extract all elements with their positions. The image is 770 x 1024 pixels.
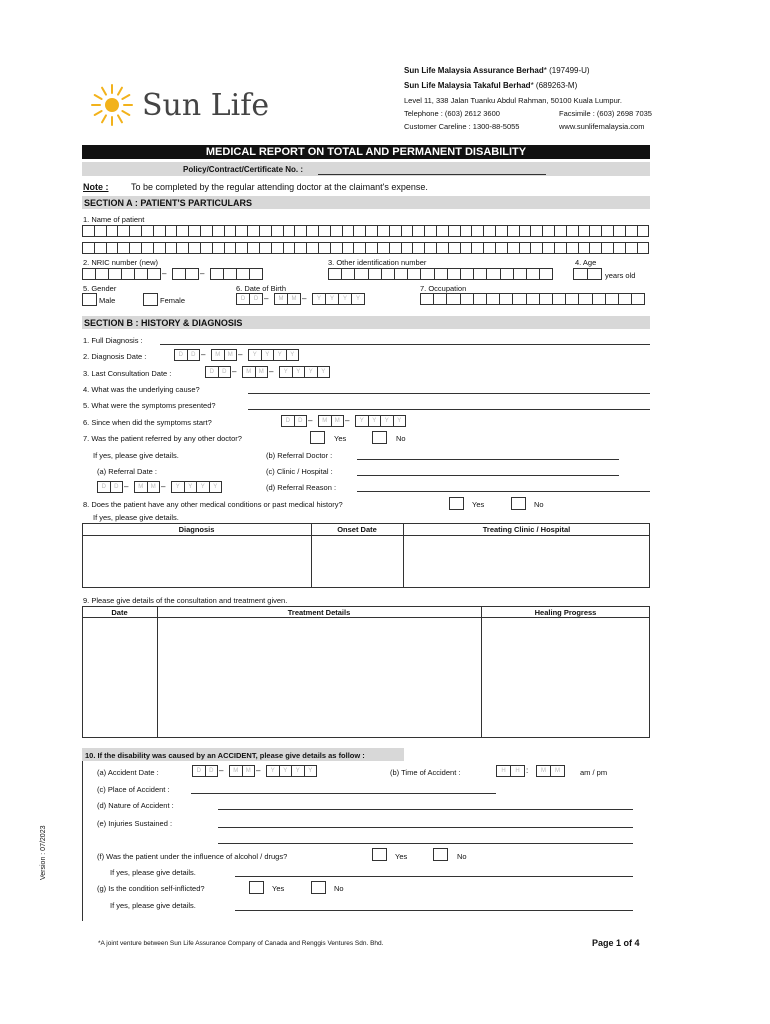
- underlying-cause-input[interactable]: [248, 393, 650, 394]
- input-cell[interactable]: Y: [248, 349, 262, 361]
- input-cell[interactable]: [223, 268, 237, 280]
- self-inflicted-no-label: No: [334, 884, 344, 893]
- input-cell[interactable]: M: [550, 765, 565, 777]
- input-cell[interactable]: M: [229, 765, 243, 777]
- self-inflicted-yes-label: Yes: [272, 884, 285, 893]
- injuries-label: (e) Injuries Sustained :: [97, 819, 173, 828]
- other-id-label: 3. Other identification number: [328, 258, 427, 267]
- referred-yes-label: Yes: [334, 434, 347, 443]
- input-cell[interactable]: [82, 268, 96, 280]
- consultation-label: 9. Please give details of the consultation and treatment given.: [83, 596, 288, 605]
- input-cell[interactable]: [210, 268, 224, 280]
- input-cell[interactable]: Y: [279, 765, 293, 777]
- input-cell[interactable]: [420, 293, 434, 305]
- separator: –: [345, 416, 350, 425]
- input-cell[interactable]: Y: [286, 349, 300, 361]
- input-cell[interactable]: Y: [304, 366, 318, 378]
- input-cell[interactable]: D: [236, 293, 250, 305]
- policy-number-input[interactable]: [318, 174, 546, 175]
- input-cell[interactable]: Y: [338, 293, 352, 305]
- input-cell[interactable]: Y: [273, 349, 287, 361]
- treatment-table[interactable]: [82, 606, 650, 738]
- input-cell[interactable]: [552, 293, 566, 305]
- company-telephone: Telephone : (603) 2612 3600: [404, 109, 500, 118]
- input-cell[interactable]: [341, 268, 355, 280]
- input-cell[interactable]: [236, 268, 250, 280]
- input-cell[interactable]: D: [294, 415, 308, 427]
- input-cell[interactable]: Y: [312, 293, 326, 305]
- company-careline: Customer Careline : 1300-88-5055: [404, 122, 520, 131]
- input-cell[interactable]: [328, 268, 342, 280]
- input-cell[interactable]: [460, 293, 474, 305]
- company-address: Level 11, 338 Jalan Tuanku Abdul Rahman, 50100 Kuala Lumpur.: [404, 96, 622, 105]
- input-cell[interactable]: D: [281, 415, 295, 427]
- input-cell[interactable]: D: [218, 366, 232, 378]
- separator: –: [162, 269, 167, 278]
- input-cell[interactable]: [407, 268, 421, 280]
- input-cell[interactable]: [121, 268, 135, 280]
- treatment-col-date: Date: [111, 608, 128, 617]
- input-cell[interactable]: D: [192, 765, 206, 777]
- input-cell[interactable]: D: [249, 293, 263, 305]
- referred-label: 7. Was the patient referred by any other doctor?: [83, 434, 242, 443]
- full-diagnosis-label: 1. Full Diagnosis :: [83, 336, 143, 345]
- accident-time-label: (b) Time of Accident :: [390, 768, 461, 777]
- clinic-input[interactable]: [357, 475, 619, 476]
- input-cell[interactable]: [434, 268, 448, 280]
- input-cell[interactable]: H: [496, 765, 511, 777]
- separator: –: [256, 766, 261, 775]
- input-cell[interactable]: Y: [317, 366, 331, 378]
- input-cell[interactable]: [539, 293, 553, 305]
- input-cell[interactable]: M: [536, 765, 551, 777]
- input-cell[interactable]: M: [242, 366, 256, 378]
- input-cell[interactable]: Y: [304, 765, 318, 777]
- input-cell[interactable]: [486, 268, 500, 280]
- input-cell[interactable]: [592, 293, 606, 305]
- input-cell[interactable]: M: [287, 293, 301, 305]
- age-label: 4. Age: [575, 258, 597, 267]
- input-cell[interactable]: [147, 268, 161, 280]
- history-col-onset: Onset Date: [337, 525, 377, 534]
- diagnosis-date-label: 2. Diagnosis Date :: [83, 352, 147, 361]
- medical-history-label: 8. Does the patient have any other medical conditions or past medical history?: [83, 500, 343, 509]
- input-cell[interactable]: H: [510, 765, 525, 777]
- input-cell[interactable]: [499, 293, 513, 305]
- logo-text: Sun Life: [142, 88, 270, 123]
- joint-venture-text: *A joint venture between Sun Life Assurance Company of Canada and Renggis Ventures Sdn. Bhd.: [98, 940, 384, 947]
- injuries-input-2[interactable]: [218, 843, 633, 844]
- treatment-table-divider-2: [481, 606, 482, 738]
- input-cell[interactable]: [565, 293, 579, 305]
- symptoms-input[interactable]: [248, 409, 650, 410]
- self-details-input[interactable]: [235, 910, 633, 911]
- policy-label: Policy/Contract/Certificate No. :: [183, 165, 304, 174]
- referral-reason-input[interactable]: [357, 491, 650, 492]
- separator: –: [219, 766, 224, 775]
- alcohol-no-checkbox[interactable]: [433, 848, 448, 861]
- input-cell[interactable]: Y: [209, 481, 223, 493]
- input-cell[interactable]: [631, 293, 645, 305]
- separator: –: [302, 294, 307, 303]
- separator: –: [308, 416, 313, 425]
- sun-logo-icon: [88, 82, 138, 128]
- company-name-2: Sun Life Malaysia Takaful Berhad* (689263-M): [404, 81, 578, 90]
- input-cell[interactable]: [420, 268, 434, 280]
- input-cell[interactable]: [500, 268, 514, 280]
- input-cell[interactable]: M: [331, 415, 345, 427]
- input-cell[interactable]: Y: [292, 366, 306, 378]
- input-cell[interactable]: [433, 293, 447, 305]
- input-cell[interactable]: D: [187, 349, 201, 361]
- gender-male-label: Male: [99, 296, 116, 305]
- input-cell[interactable]: [354, 268, 368, 280]
- input-cell[interactable]: Y: [171, 481, 185, 493]
- referral-doctor-label: (b) Referral Doctor :: [266, 451, 333, 460]
- nature-of-accident-label: (d) Nature of Accident :: [97, 801, 174, 810]
- separator: –: [161, 482, 166, 491]
- gender-male-checkbox[interactable]: [82, 293, 97, 306]
- input-cell[interactable]: [513, 268, 527, 280]
- separator: –: [264, 294, 269, 303]
- version-text: Version : 07/2023: [40, 825, 47, 880]
- input-cell[interactable]: [473, 268, 487, 280]
- input-cell[interactable]: [637, 242, 650, 254]
- name-of-patient-label: 1. Name of patient: [83, 215, 145, 224]
- input-cell[interactable]: Y: [393, 415, 407, 427]
- symptoms-label: 5. What were the symptoms presented?: [83, 401, 216, 410]
- section-b-title: SECTION B : HISTORY & DIAGNOSIS: [84, 318, 243, 328]
- input-cell[interactable]: Y: [368, 415, 382, 427]
- separator: –: [269, 367, 274, 376]
- nature-of-accident-input[interactable]: [218, 809, 633, 810]
- history-yes-label: Yes: [472, 500, 485, 509]
- alcohol-details-input[interactable]: [235, 876, 633, 877]
- referred-yes-checkbox[interactable]: [310, 431, 325, 444]
- clinic-label: (c) Clinic / Hospital :: [266, 467, 333, 476]
- separator: –: [238, 350, 243, 359]
- input-cell[interactable]: Y: [325, 293, 339, 305]
- accident-date-label: (a) Accident Date :: [97, 768, 159, 777]
- input-cell[interactable]: Y: [266, 765, 280, 777]
- input-cell[interactable]: [539, 268, 553, 280]
- separator: –: [201, 350, 206, 359]
- input-cell[interactable]: [526, 293, 540, 305]
- input-cell[interactable]: M: [255, 366, 269, 378]
- age-suffix: years old: [605, 271, 636, 280]
- input-cell[interactable]: Y: [184, 481, 198, 493]
- self-inflicted-yes-checkbox[interactable]: [249, 881, 264, 894]
- separator: :: [526, 766, 529, 775]
- input-cell[interactable]: [95, 268, 109, 280]
- treatment-col-progress: Healing Progress: [534, 608, 597, 617]
- self-details-label: If yes, please give details.: [110, 901, 196, 910]
- dob-label: 6. Date of Birth: [236, 284, 287, 293]
- gender-female-checkbox[interactable]: [143, 293, 158, 306]
- input-cell[interactable]: [249, 268, 263, 280]
- form-title: MEDICAL REPORT ON TOTAL AND PERMANENT DISABILITY: [82, 145, 650, 159]
- input-cell[interactable]: Y: [380, 415, 394, 427]
- separator: –: [200, 269, 205, 278]
- input-cell[interactable]: Y: [279, 366, 293, 378]
- history-table-header-line: [82, 535, 650, 536]
- treatment-table-divider-1: [157, 606, 158, 738]
- input-cell[interactable]: Y: [351, 293, 365, 305]
- separator: –: [232, 367, 237, 376]
- input-cell[interactable]: [587, 268, 602, 280]
- input-cell[interactable]: D: [97, 481, 111, 493]
- input-cell[interactable]: M: [242, 765, 256, 777]
- input-cell[interactable]: [618, 293, 632, 305]
- input-cell[interactable]: [486, 293, 500, 305]
- input-cell[interactable]: M: [134, 481, 148, 493]
- input-cell[interactable]: M: [274, 293, 288, 305]
- note-label: Note :: [83, 182, 109, 192]
- company-fax: Facsimile : (603) 2698 7035: [559, 109, 652, 118]
- gender-female-label: Female: [160, 296, 186, 305]
- alcohol-yes-checkbox[interactable]: [372, 848, 387, 861]
- injuries-input-1[interactable]: [218, 827, 633, 828]
- input-cell[interactable]: Y: [261, 349, 275, 361]
- input-cell[interactable]: [573, 268, 588, 280]
- page-number: Page 1 of 4: [592, 938, 640, 948]
- sun-life-logo: [88, 82, 278, 128]
- section-a-title: SECTION A : PATIENT'S PARTICULARS: [84, 198, 252, 208]
- input-cell[interactable]: D: [205, 765, 219, 777]
- input-cell[interactable]: D: [174, 349, 188, 361]
- input-cell[interactable]: [368, 268, 382, 280]
- input-cell[interactable]: [172, 268, 186, 280]
- input-cell[interactable]: [381, 268, 395, 280]
- history-details-label: If yes, please give details.: [93, 513, 179, 522]
- history-col-clinic: Treating Clinic / Hospital: [482, 525, 571, 534]
- alcohol-details-label: If yes, please give details.: [110, 868, 196, 877]
- input-cell[interactable]: Y: [355, 415, 369, 427]
- input-cell[interactable]: Y: [196, 481, 210, 493]
- accident-title: 10. If the disability was caused by an ACCIDENT, please give details as follow :: [85, 751, 365, 760]
- input-cell[interactable]: [605, 293, 619, 305]
- history-no-label: No: [534, 500, 544, 509]
- gender-label: 5. Gender: [83, 284, 117, 293]
- history-yes-checkbox[interactable]: [449, 497, 464, 510]
- referral-date-label: (a) Referral Date :: [97, 467, 158, 476]
- last-consultation-label: 3. Last Consultation Date :: [83, 369, 172, 378]
- input-cell[interactable]: [578, 293, 592, 305]
- referred-no-checkbox[interactable]: [372, 431, 387, 444]
- alcohol-no-label: No: [457, 852, 467, 861]
- input-cell[interactable]: D: [110, 481, 124, 493]
- input-cell[interactable]: [473, 293, 487, 305]
- referral-reason-label: (d) Referral Reason :: [266, 483, 337, 492]
- input-cell[interactable]: M: [211, 349, 225, 361]
- input-cell[interactable]: [108, 268, 122, 280]
- treatment-col-details: Treatment Details: [287, 608, 351, 617]
- input-cell[interactable]: [447, 268, 461, 280]
- company-website: www.sunlifemalaysia.com: [559, 122, 645, 131]
- full-diagnosis-input[interactable]: [160, 344, 650, 345]
- input-cell[interactable]: [185, 268, 199, 280]
- symptoms-start-label: 6. Since when did the symptoms start?: [83, 418, 212, 427]
- self-inflicted-label: (g) Is the condition self-inflicted?: [97, 884, 205, 893]
- history-no-checkbox[interactable]: [511, 497, 526, 510]
- alcohol-label: (f) Was the patient under the influence of alcohol / drugs?: [97, 852, 288, 861]
- referral-details-label: If yes, please give details.: [93, 451, 179, 460]
- input-cell[interactable]: [134, 268, 148, 280]
- input-cell[interactable]: M: [318, 415, 332, 427]
- company-name-1: Sun Life Malaysia Assurance Berhad* (197499-U): [404, 66, 590, 75]
- alcohol-yes-label: Yes: [395, 852, 408, 861]
- input-cell[interactable]: D: [205, 366, 219, 378]
- occupation-label: 7. Occupation: [420, 284, 467, 293]
- input-cell[interactable]: [637, 225, 650, 237]
- input-cell[interactable]: [460, 268, 474, 280]
- nric-label: 2. NRIC number (new): [83, 258, 159, 267]
- input-cell[interactable]: M: [147, 481, 161, 493]
- input-cell[interactable]: [446, 293, 460, 305]
- treatment-table-header-line: [82, 617, 650, 618]
- input-cell[interactable]: [512, 293, 526, 305]
- note-text: To be completed by the regular attending doctor at the claimant's expense.: [131, 182, 428, 192]
- separator: –: [124, 482, 129, 491]
- input-cell[interactable]: [394, 268, 408, 280]
- place-of-accident-label: (c) Place of Accident :: [97, 785, 170, 794]
- referred-no-label: No: [396, 434, 406, 443]
- ampm-label: am / pm: [580, 768, 608, 777]
- self-inflicted-no-checkbox[interactable]: [311, 881, 326, 894]
- place-of-accident-input[interactable]: [191, 793, 496, 794]
- underlying-cause-label: 4. What was the underlying cause?: [83, 385, 200, 394]
- input-cell[interactable]: Y: [291, 765, 305, 777]
- input-cell[interactable]: [526, 268, 540, 280]
- history-col-diagnosis: Diagnosis: [178, 525, 215, 534]
- input-cell[interactable]: M: [224, 349, 238, 361]
- referral-doctor-input[interactable]: [357, 459, 619, 460]
